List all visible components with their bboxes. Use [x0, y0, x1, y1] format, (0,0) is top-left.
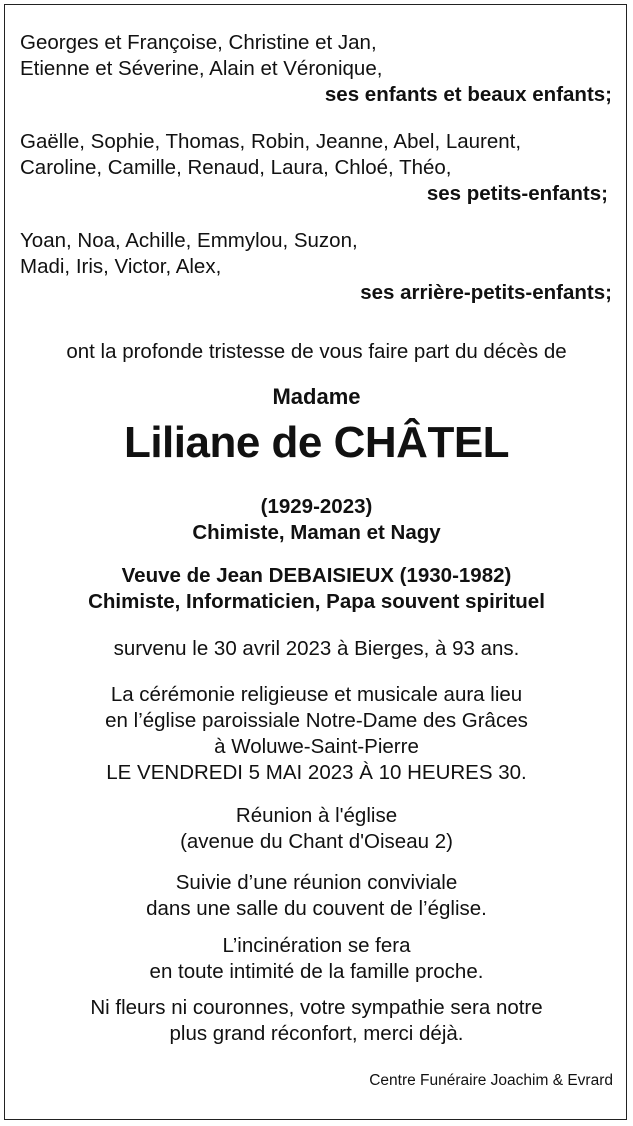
ceremony-section	[0, 682, 633, 786]
death-info-text: survenu le 30 avril 2023 à Bierges, à 93 ans.	[113, 637, 520, 660]
great-grandchildren-line-1: Yoan, Noa, Achille, Emmylou, Suzon,	[20, 229, 358, 252]
spouse-line-2: Chimiste, Informaticien, Papa souvent spirituel	[88, 590, 545, 613]
children-line-1: Georges et Françoise, Christine et Jan,	[20, 31, 377, 54]
great-grandchildren-line-2: Madi, Iris, Victor, Alex,	[20, 255, 222, 278]
children-label: ses enfants et beaux enfants;	[324, 83, 612, 106]
reception-line-1: Suivie d’une réunion conviviale	[175, 871, 458, 894]
meeting-line-1: Réunion à l'église	[235, 804, 398, 827]
deceased-name: Liliane de CHÂTEL	[123, 418, 510, 467]
reception-line-2: dans une salle du couvent de l’église.	[146, 897, 487, 920]
spouse-section	[0, 563, 633, 615]
announcement-section	[0, 339, 633, 365]
great-grandchildren-label: ses arrière-petits-enfants;	[360, 281, 612, 304]
deceased-section	[0, 382, 633, 468]
ceremony-line-2: en l’église paroissiale Notre-Dame des Grâces	[105, 709, 528, 732]
grandchildren-line-2: Caroline, Camille, Renaud, Laura, Chloé, Théo,	[20, 156, 452, 179]
grandchildren-section	[20, 129, 612, 207]
cremation-section	[0, 933, 633, 985]
funeral-home: Centre Funéraire Joachim & Evrard	[369, 1072, 613, 1089]
meeting-line-2: (avenue du Chant d'Oiseau 2)	[180, 830, 453, 853]
ceremony-line-1: La cérémonie religieuse et musicale aura lieu	[110, 683, 523, 706]
grandchildren-line-1: Gaëlle, Sophie, Thomas, Robin, Jeanne, Abel, Laurent,	[20, 130, 522, 153]
flowers-line-2: plus grand réconfort, merci déjà.	[169, 1022, 464, 1045]
spouse-line-1: Veuve de Jean DEBAISIEUX (1930-1982)	[121, 564, 512, 587]
cremation-line-1: L’incinération se fera	[222, 934, 411, 957]
announcement-text: ont la profonde tristesse de vous faire part du décès de	[66, 340, 567, 363]
reception-section	[0, 870, 633, 922]
honorific: Madame	[272, 384, 361, 409]
cremation-line-2: en toute intimité de la famille proche.	[149, 960, 484, 983]
meeting-section	[0, 803, 633, 855]
great-grandchildren-section	[20, 228, 612, 306]
death-info-section	[0, 636, 633, 662]
grandchildren-label: ses petits-enfants;	[426, 182, 608, 205]
deceased-years: (1929-2023)	[260, 495, 373, 518]
deceased-description: Chimiste, Maman et Nagy	[192, 521, 441, 544]
flowers-line-1: Ni fleurs ni couronnes, votre sympathie sera notre	[90, 996, 543, 1019]
children-line-2: Etienne et Séverine, Alain et Véronique,	[20, 57, 383, 80]
flowers-section	[0, 995, 633, 1047]
ceremony-line-4: LE VENDREDI 5 MAI 2023 À 10 HEURES 30.	[106, 761, 527, 784]
children-section	[20, 30, 612, 108]
ceremony-line-3: à Woluwe-Saint-Pierre	[214, 735, 419, 758]
deceased-details	[0, 494, 633, 546]
